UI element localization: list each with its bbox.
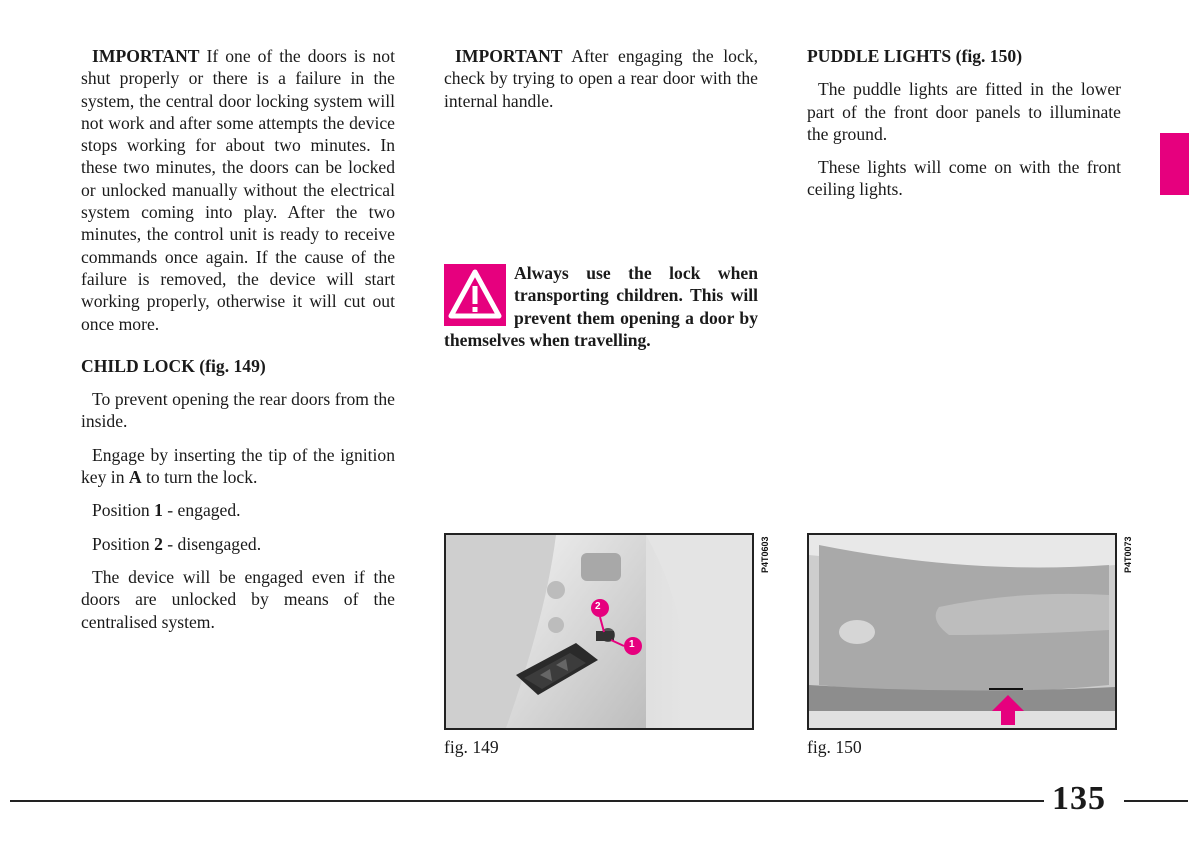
important-text: If one of the doors is not shut properly or there is a failure in the system, the central door locking system will not work and after some attempts the device stops working for about two minutes. In these two minutes, the doors can be locked or unlocked manually without the electrical system coming into play. After the two minutes, the control unit is ready to receive commands once again. If the cause of the failure is removed, the device will start working properly, otherwise it will cut out once more.: [81, 46, 395, 334]
warning-box: [444, 262, 758, 351]
column-left: [81, 45, 395, 644]
important-label: IMPORTANT: [92, 46, 200, 66]
important-paragraph-2: [444, 45, 758, 112]
important-label-2: IMPORTANT: [455, 46, 563, 66]
warning-triangle-icon: [444, 264, 506, 326]
position-2-text: Position 2 - disengaged.: [92, 533, 262, 554]
fig149-label-1: 1: [629, 639, 635, 650]
warning-text: Always use the lock when transporting children. This will prevent them opening a door by themselves when travelling.: [444, 263, 758, 350]
child-lock-intro: To prevent opening the rear doors from the inside.: [81, 389, 395, 432]
fig150-code: P4T0073: [1123, 536, 1133, 573]
footer-rule-left: [10, 800, 1044, 802]
fig149-caption: fig. 149: [444, 737, 499, 757]
figure-149-child-lock: [444, 533, 770, 730]
column-right: [807, 45, 1121, 212]
child-lock-engage: Engage by inserting the tip of the ignition key in A to turn the lock.: [81, 444, 395, 488]
figure-150-puddle-lights: [807, 533, 1133, 730]
puddle-lights-text-2: These lights will come on with the front ceiling lights.: [807, 157, 1121, 200]
important-text-2: After engaging the lock, check by trying to open a rear door with the internal handle.: [444, 46, 758, 111]
footer-rule-right: [1124, 800, 1188, 802]
position-1-text: Position 1 - engaged.: [92, 500, 241, 521]
child-lock-heading: CHILD LOCK (fig. 149): [81, 355, 266, 376]
puddle-lights-text-1: The puddle lights are fitted in the lower part of the front door panels to illuminate the ground.: [807, 79, 1121, 144]
column-middle: [444, 45, 758, 123]
fig150-caption: fig. 150: [807, 737, 862, 757]
child-lock-note: The device will be engaged even if the doors are unlocked by means of the centralised system.: [81, 566, 395, 632]
section-tab-marker: [1160, 133, 1189, 195]
important-paragraph: [81, 45, 395, 335]
fig149-code: P4T0603: [760, 536, 770, 573]
puddle-lights-heading: PUDDLE LIGHTS (fig. 150): [807, 46, 1023, 66]
page-number: 135: [1052, 780, 1106, 817]
fig149-label-2: 2: [595, 601, 601, 612]
